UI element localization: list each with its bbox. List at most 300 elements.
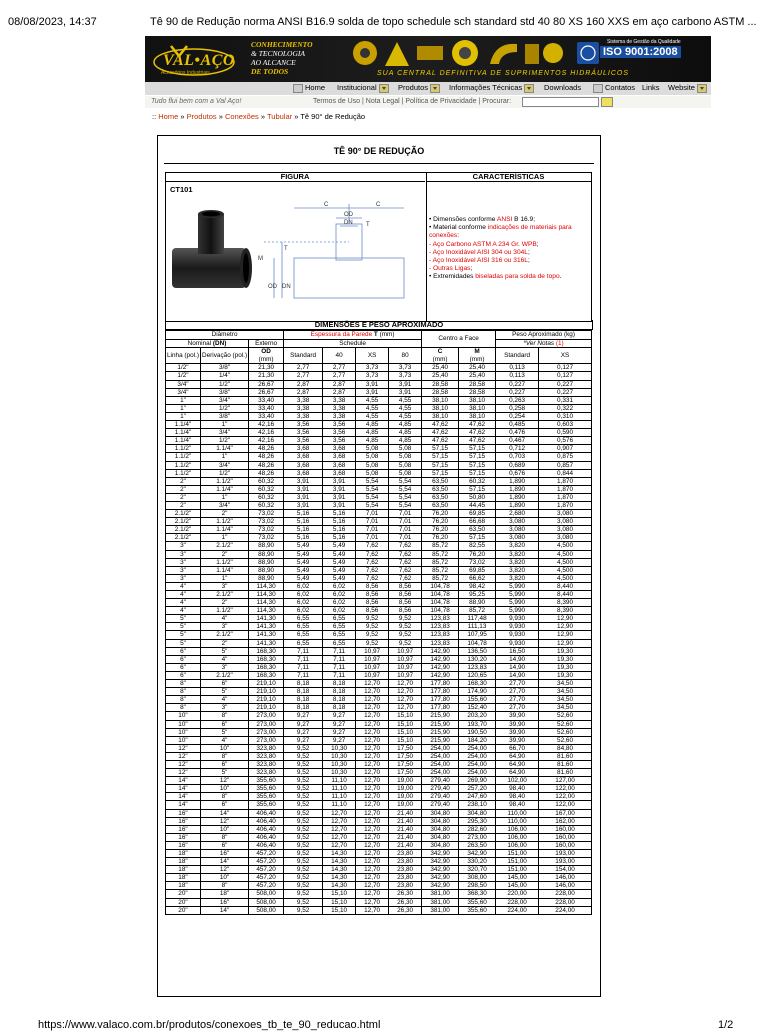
th-ver-notas-link[interactable]: (1) xyxy=(555,339,564,347)
table-cell: 21,40 xyxy=(389,825,422,833)
table-cell: 66,70 xyxy=(496,744,539,752)
table-cell: 12,70 xyxy=(389,688,422,696)
th-nominal-label: Nominal xyxy=(187,339,212,347)
dim-m: M xyxy=(258,256,263,262)
table-cell: 0,127 xyxy=(539,372,592,380)
table-cell: 193,70 xyxy=(459,720,496,728)
table-cell: 5" xyxy=(200,647,248,655)
table-cell: 26,30 xyxy=(389,890,422,898)
table-cell: 88,90 xyxy=(249,574,284,582)
table-cell: 9,52 xyxy=(284,785,323,793)
table-cell: 9,52 xyxy=(284,898,323,906)
table-cell: 7,01 xyxy=(389,526,422,534)
nav-produtos[interactable] xyxy=(398,83,440,93)
table-cell: 141,30 xyxy=(249,623,284,631)
nav-links[interactable] xyxy=(642,83,660,92)
table-cell: 0,844 xyxy=(539,469,592,477)
nav-home[interactable] xyxy=(293,83,325,93)
table-cell: 3" xyxy=(166,566,201,574)
table-row xyxy=(166,542,592,550)
table-cell: 0,227 xyxy=(496,380,539,388)
table-cell: 3/4" xyxy=(166,380,201,388)
table-row xyxy=(166,615,592,623)
table-cell: 66,68 xyxy=(459,518,496,526)
table-cell: 47,62 xyxy=(422,421,459,429)
table-cell: 2.1/2" xyxy=(166,534,201,542)
table-cell: 3,73 xyxy=(389,364,422,372)
table-cell: 4,55 xyxy=(389,412,422,420)
th-c xyxy=(422,348,459,364)
table-cell: 3,820 xyxy=(496,558,539,566)
greeting-text: Tudo flui bem com a Val Aço! xyxy=(151,98,242,105)
table-cell: 1,890 xyxy=(496,493,539,501)
table-cell: 0,857 xyxy=(539,461,592,469)
table-cell: 5,49 xyxy=(284,574,323,582)
table-cell: 8,56 xyxy=(389,591,422,599)
table-cell: 5,08 xyxy=(389,453,422,461)
table-cell: 279,40 xyxy=(422,785,459,793)
table-cell: 6,55 xyxy=(284,639,323,647)
table-row xyxy=(166,785,592,793)
characteristic-text: • Extremidades xyxy=(429,273,476,281)
nav-contatos[interactable] xyxy=(593,83,635,93)
table-cell: 9,52 xyxy=(356,639,389,647)
table-cell: 8" xyxy=(200,882,248,890)
table-cell: 3,91 xyxy=(323,477,356,485)
table-cell: 5,16 xyxy=(323,510,356,518)
table-cell: 15,10 xyxy=(389,736,422,744)
table-cell: 12,70 xyxy=(356,890,389,898)
table-cell: 1/4" xyxy=(200,372,248,380)
table-cell: 19,30 xyxy=(539,647,592,655)
table-cell: 10,97 xyxy=(356,663,389,671)
th-peso-standard: Standard xyxy=(496,348,539,364)
table-cell: 330,20 xyxy=(459,858,496,866)
table-cell: 273,00 xyxy=(249,736,284,744)
table-cell: 0,907 xyxy=(539,445,592,453)
table-cell: 3,68 xyxy=(323,453,356,461)
table-cell: 57,15 xyxy=(459,534,496,542)
characteristic-link[interactable]: - Aço Inoxidável AISI 316 ou 316L xyxy=(429,257,528,265)
table-cell: 304,80 xyxy=(422,809,459,817)
table-cell: 3,38 xyxy=(323,396,356,404)
table-cell: 9,27 xyxy=(284,712,323,720)
table-cell: 63,50 xyxy=(459,526,496,534)
table-cell: 130,20 xyxy=(459,655,496,663)
table-cell: 5" xyxy=(166,615,201,623)
characteristic-link[interactable]: - Aço Inoxidável AISI 304 ou 304L xyxy=(429,248,528,256)
table-cell: 120,65 xyxy=(459,671,496,679)
table-cell: 5,990 xyxy=(496,591,539,599)
table-cell: 81,60 xyxy=(539,752,592,760)
table-cell: 12,90 xyxy=(539,623,592,631)
table-cell: 4" xyxy=(166,582,201,590)
table-cell: 12,70 xyxy=(356,785,389,793)
table-cell: 12,70 xyxy=(356,704,389,712)
table-cell: 57,15 xyxy=(422,469,459,477)
table-cell: 2,680 xyxy=(496,510,539,518)
utility-links[interactable]: Termos de Uso | Nota Legal | Política de Privacidade | Procurar: xyxy=(313,98,512,105)
breadcrumb-conexoes[interactable]: Conexões xyxy=(225,112,259,121)
table-cell: 0,603 xyxy=(539,421,592,429)
breadcrumb-home[interactable]: Home xyxy=(158,112,179,121)
table-cell: 4,85 xyxy=(389,429,422,437)
table-cell: 38,10 xyxy=(422,412,459,420)
table-cell: 8,18 xyxy=(323,680,356,688)
table-cell: 155,60 xyxy=(459,696,496,704)
table-cell: 12,90 xyxy=(539,639,592,647)
table-cell: 27,70 xyxy=(496,688,539,696)
table-cell: 19,30 xyxy=(539,655,592,663)
table-cell: 5,16 xyxy=(323,518,356,526)
table-row xyxy=(166,882,592,890)
table-cell: 2,87 xyxy=(323,380,356,388)
table-cell: 12,70 xyxy=(356,906,389,914)
table-cell: 3,91 xyxy=(356,388,389,396)
table-cell: 111,13 xyxy=(459,623,496,631)
table-row xyxy=(166,599,592,607)
table-cell: 3,73 xyxy=(389,372,422,380)
table-cell: 5,990 xyxy=(496,599,539,607)
table-cell: 177,80 xyxy=(422,688,459,696)
table-cell: 5,990 xyxy=(496,582,539,590)
table-cell: 3,91 xyxy=(389,388,422,396)
table-row xyxy=(166,461,592,469)
table-cell: 81,60 xyxy=(539,760,592,768)
table-cell: 63,50 xyxy=(422,501,459,509)
table-cell: 3,38 xyxy=(284,396,323,404)
table-cell: 12,70 xyxy=(389,704,422,712)
table-cell: 3,080 xyxy=(539,518,592,526)
th-espessura-label: Espessura da Parede xyxy=(310,331,373,338)
table-cell: 6" xyxy=(166,663,201,671)
table-cell: 5,54 xyxy=(356,501,389,509)
nav-institucional[interactable] xyxy=(337,83,389,93)
table-cell: 63,50 xyxy=(422,477,459,485)
table-cell: 9,27 xyxy=(284,736,323,744)
table-cell: 279,40 xyxy=(422,793,459,801)
table-cell: 8,390 xyxy=(539,599,592,607)
table-cell: 28,58 xyxy=(422,380,459,388)
characteristic-text: : xyxy=(457,232,460,240)
table-cell: 10" xyxy=(166,728,201,736)
table-cell: 123,83 xyxy=(459,663,496,671)
th-linha: Linha (pol.) xyxy=(166,348,201,364)
table-cell: 39,90 xyxy=(496,736,539,744)
th-espessura xyxy=(284,331,422,340)
table-cell: 9,52 xyxy=(284,760,323,768)
table-cell: 7,11 xyxy=(323,655,356,663)
nav-home-label: Home xyxy=(305,83,326,92)
table-cell: 2,87 xyxy=(323,388,356,396)
figure-code: CT101 xyxy=(170,185,193,194)
table-row xyxy=(166,906,592,914)
table-cell: 9,52 xyxy=(284,801,323,809)
table-cell: 177,80 xyxy=(422,704,459,712)
table-cell: 7,11 xyxy=(284,647,323,655)
table-cell: 0,127 xyxy=(539,364,592,372)
table-cell: 1" xyxy=(166,412,201,420)
table-cell: 273,00 xyxy=(459,833,496,841)
table-cell: 8" xyxy=(200,793,248,801)
table-cell: 3,56 xyxy=(284,429,323,437)
table-cell: 228,00 xyxy=(496,898,539,906)
table-cell: 3,080 xyxy=(496,526,539,534)
table-row xyxy=(166,833,592,841)
table-cell: 9,52 xyxy=(284,777,323,785)
table-row xyxy=(166,501,592,509)
breadcrumb-separator: » xyxy=(178,112,187,121)
table-cell: 102,00 xyxy=(496,777,539,785)
table-cell: 2,87 xyxy=(284,380,323,388)
table-cell: 117,48 xyxy=(459,615,496,623)
table-cell: 3/8" xyxy=(200,364,248,372)
table-cell: 8" xyxy=(166,680,201,688)
nav-links-label: Links xyxy=(642,83,660,92)
table-cell: 88,90 xyxy=(249,566,284,574)
table-cell: 3,68 xyxy=(323,461,356,469)
table-cell: 16,50 xyxy=(496,647,539,655)
table-cell: 254,00 xyxy=(459,752,496,760)
table-cell: 27,70 xyxy=(496,704,539,712)
th-c-unit: (mm) xyxy=(432,355,448,363)
table-cell: 33,40 xyxy=(249,396,284,404)
nav-downloads[interactable] xyxy=(544,83,581,92)
table-cell: 5,16 xyxy=(284,534,323,542)
table-cell: 47,62 xyxy=(422,429,459,437)
table-cell: 104,78 xyxy=(422,591,459,599)
table-cell: 1/2" xyxy=(200,469,248,477)
table-cell: 0,258 xyxy=(496,404,539,412)
table-cell: 98,40 xyxy=(496,785,539,793)
table-cell: 3,73 xyxy=(356,372,389,380)
table-cell: 5,49 xyxy=(284,558,323,566)
table-cell: 9,930 xyxy=(496,631,539,639)
table-row xyxy=(166,380,592,388)
table-cell: 10" xyxy=(200,825,248,833)
table-cell: 1,870 xyxy=(539,493,592,501)
table-cell: 5,49 xyxy=(284,550,323,558)
table-cell: 323,80 xyxy=(249,769,284,777)
table-cell: 52,60 xyxy=(539,728,592,736)
table-cell: 98,42 xyxy=(459,582,496,590)
table-cell: 34,50 xyxy=(539,680,592,688)
table-cell: 4,85 xyxy=(389,421,422,429)
table-cell: 7,62 xyxy=(389,574,422,582)
table-row xyxy=(166,720,592,728)
table-cell: 12,70 xyxy=(323,833,356,841)
table-cell: 142,90 xyxy=(422,663,459,671)
breadcrumb-produtos[interactable]: Produtos xyxy=(186,112,217,121)
table-row xyxy=(166,421,592,429)
table-cell: 4" xyxy=(166,607,201,615)
characteristic-link[interactable]: - Outras Ligas xyxy=(429,265,471,273)
table-row xyxy=(166,453,592,461)
table-cell: 2" xyxy=(200,550,248,558)
search-button[interactable] xyxy=(601,97,613,107)
print-page-number: 1/2 xyxy=(718,1019,734,1031)
table-cell: 57,15 xyxy=(459,469,496,477)
dim-dn-2: DN xyxy=(282,284,291,290)
table-cell: 1.1/2" xyxy=(200,607,248,615)
table-cell: 6" xyxy=(166,671,201,679)
table-cell: 18" xyxy=(166,858,201,866)
table-cell: 12,70 xyxy=(356,841,389,849)
table-cell: 308,00 xyxy=(459,874,496,882)
table-cell: 7,62 xyxy=(356,566,389,574)
table-cell: 8,56 xyxy=(356,607,389,615)
table-cell: 38,10 xyxy=(459,396,496,404)
nav-website[interactable] xyxy=(668,83,707,93)
table-cell: 7,62 xyxy=(389,550,422,558)
table-cell: 1" xyxy=(200,534,248,542)
dimensions-header: DIMENSÕES E PESO APROXIMADO xyxy=(165,320,593,330)
table-row xyxy=(166,696,592,704)
table-cell: 355,60 xyxy=(459,898,496,906)
table-cell: 52,60 xyxy=(539,712,592,720)
table-cell: 7,01 xyxy=(389,518,422,526)
table-cell: 14,90 xyxy=(496,671,539,679)
characteristic-link[interactable]: ANSI xyxy=(496,216,513,223)
table-cell: 42,16 xyxy=(249,429,284,437)
table-cell: 57,15 xyxy=(422,453,459,461)
table-cell: 254,00 xyxy=(459,760,496,768)
table-cell: 12" xyxy=(200,817,248,825)
table-cell: 38,10 xyxy=(459,412,496,420)
slogan-line-4: DE TODOS xyxy=(251,67,289,76)
table-cell: 60,32 xyxy=(249,501,284,509)
table-cell: 1" xyxy=(166,396,201,404)
breadcrumb-tubular[interactable]: Tubular xyxy=(266,112,293,121)
table-cell: 355,60 xyxy=(249,801,284,809)
table-cell: 8,56 xyxy=(356,591,389,599)
table-cell: 4,500 xyxy=(539,558,592,566)
table-cell: 48,26 xyxy=(249,445,284,453)
table-cell: 1.1/4" xyxy=(200,445,248,453)
table-cell: 12,70 xyxy=(356,696,389,704)
table-cell: 3,38 xyxy=(284,412,323,420)
table-cell: 9,27 xyxy=(284,720,323,728)
table-cell: 3,91 xyxy=(323,485,356,493)
characteristic-item xyxy=(429,216,589,224)
characteristic-link[interactable]: biseladas para solda de topo xyxy=(475,273,560,281)
table-cell: 4" xyxy=(200,615,248,623)
th-40: 40 xyxy=(323,348,356,364)
table-cell: 27,70 xyxy=(496,696,539,704)
characteristic-text: . xyxy=(559,273,562,281)
search-input[interactable] xyxy=(522,97,599,107)
table-cell: 6,55 xyxy=(284,631,323,639)
table-cell: 57,15 xyxy=(459,461,496,469)
th-peso: Peso Aproximado (kg) xyxy=(496,331,592,340)
table-cell: 110,00 xyxy=(496,809,539,817)
table-cell: 5" xyxy=(200,728,248,736)
table-cell: 52,60 xyxy=(539,736,592,744)
table-cell: 123,83 xyxy=(422,623,459,631)
table-cell: 355,60 xyxy=(459,906,496,914)
table-cell: 48,26 xyxy=(249,469,284,477)
table-cell: 38,10 xyxy=(422,396,459,404)
table-cell: 10" xyxy=(200,785,248,793)
characteristic-item xyxy=(429,241,589,249)
table-cell: 0,310 xyxy=(539,412,592,420)
table-cell: 5,08 xyxy=(389,445,422,453)
nav-produtos-label: Produtos xyxy=(398,83,429,92)
table-cell: 219,10 xyxy=(249,696,284,704)
table-cell: 6,02 xyxy=(284,582,323,590)
dim-od-2: OD xyxy=(268,284,277,290)
table-cell: 127,00 xyxy=(539,777,592,785)
characteristic-text: ; xyxy=(527,257,530,265)
table-cell: 106,00 xyxy=(496,841,539,849)
table-row xyxy=(166,752,592,760)
table-cell: 6" xyxy=(200,801,248,809)
table-cell: 254,00 xyxy=(422,769,459,777)
table-cell: 18" xyxy=(166,882,201,890)
table-cell: 12" xyxy=(200,866,248,874)
table-cell: 141,30 xyxy=(249,639,284,647)
table-cell: 2" xyxy=(166,493,201,501)
table-cell: 5,49 xyxy=(323,542,356,550)
table-cell: 21,40 xyxy=(389,833,422,841)
nav-informacoes[interactable] xyxy=(449,83,534,93)
table-cell: 0,263 xyxy=(496,396,539,404)
table-cell: 14" xyxy=(200,809,248,817)
table-row xyxy=(166,526,592,534)
table-cell: 8,390 xyxy=(539,607,592,615)
table-cell: 342,90 xyxy=(459,850,496,858)
table-cell: 0,322 xyxy=(539,404,592,412)
table-cell: 0,254 xyxy=(496,412,539,420)
table-cell: 1.1/4" xyxy=(200,566,248,574)
table-cell: 1.1/4" xyxy=(166,429,201,437)
characteristic-link[interactable]: - Aço Carbono ASTM A 234 Gr. WPB xyxy=(429,240,537,248)
table-cell: 6,55 xyxy=(323,639,356,647)
table-cell: 26,67 xyxy=(249,380,284,388)
table-cell: 3,91 xyxy=(284,501,323,509)
table-cell: 0,467 xyxy=(496,437,539,445)
table-cell: 114,30 xyxy=(249,599,284,607)
table-cell: 0,676 xyxy=(496,469,539,477)
table-cell: 381,00 xyxy=(422,898,459,906)
table-cell: 3/4" xyxy=(166,388,201,396)
table-cell: 10,30 xyxy=(323,760,356,768)
table-cell: 3" xyxy=(166,550,201,558)
characteristic-link[interactable]: indicações de materiais para conexões xyxy=(429,224,572,240)
table-cell: 64,90 xyxy=(496,752,539,760)
nav-institucional-label: Institucional xyxy=(337,83,377,92)
table-cell: 5,08 xyxy=(356,469,389,477)
table-cell: 5,54 xyxy=(356,485,389,493)
th-xs: XS xyxy=(356,348,389,364)
table-cell: 12,70 xyxy=(356,688,389,696)
table-cell: 257,20 xyxy=(459,785,496,793)
table-cell: 10,97 xyxy=(389,647,422,655)
table-cell: 9,52 xyxy=(284,890,323,898)
table-cell: 16" xyxy=(166,825,201,833)
table-cell: 8" xyxy=(200,833,248,841)
th-peso-xs: XS xyxy=(539,348,592,364)
table-cell: 224,00 xyxy=(539,906,592,914)
table-cell: 5,08 xyxy=(389,469,422,477)
table-cell: 38,10 xyxy=(459,404,496,412)
table-cell: 5,16 xyxy=(284,518,323,526)
table-cell: 76,20 xyxy=(459,550,496,558)
table-cell: 12,70 xyxy=(389,680,422,688)
table-cell: 342,90 xyxy=(422,866,459,874)
table-cell: 4" xyxy=(200,696,248,704)
table-row xyxy=(166,364,592,372)
